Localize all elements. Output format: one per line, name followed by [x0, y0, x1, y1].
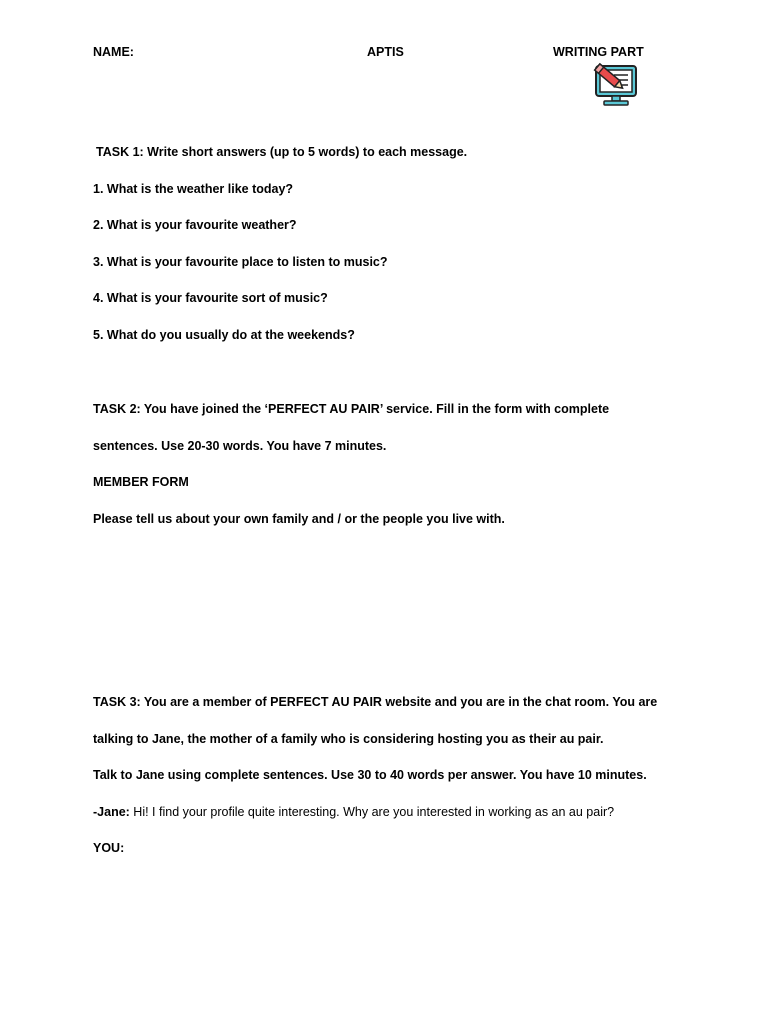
task1-question-4: 4. What is your favourite sort of music?: [93, 291, 328, 305]
task3-title-line1: TASK 3: You are a member of PERFECT AU PAIR website and you are in the chat room. You are: [93, 695, 658, 709]
jane-message: [93, 804, 614, 820]
jane-message-text: Hi! I find your profile quite interesting. Why are you interested in working as an au pair?: [129, 805, 615, 819]
computer-pencil-icon: [590, 58, 642, 110]
jane-speaker-label: -Jane:: [93, 805, 130, 819]
member-form-label: MEMBER FORM: [93, 475, 189, 489]
name-label: NAME:: [93, 45, 134, 59]
aptis-title: APTIS: [367, 45, 404, 59]
task1-question-2: 2. What is your favourite weather?: [93, 218, 297, 232]
task3-instruction: Talk to Jane using complete sentences. Use 30 to 40 words per answer. You have 10 minutes.: [93, 768, 647, 782]
task1-question-5: 5. What do you usually do at the weekends?: [93, 328, 355, 342]
you-label: YOU:: [93, 841, 125, 855]
task2-title-line1: TASK 2: You have joined the ‘PERFECT AU PAIR’ service. Fill in the form with complete: [93, 402, 610, 416]
task3-title-line2: talking to Jane, the mother of a family who is considering hosting you as their au pair.: [93, 732, 604, 746]
task2-title-line2: sentences. Use 20-30 words. You have 7 minutes.: [93, 439, 387, 453]
writing-part-title: WRITING PART: [553, 45, 644, 59]
task1-question-3: 3. What is your favourite place to listen to music?: [93, 255, 388, 269]
task1-question-1: 1. What is the weather like today?: [93, 182, 294, 196]
task2-prompt: Please tell us about your own family and / or the people you live with.: [93, 512, 505, 526]
task1-title: TASK 1: Write short answers (up to 5 words) to each message.: [96, 145, 468, 159]
